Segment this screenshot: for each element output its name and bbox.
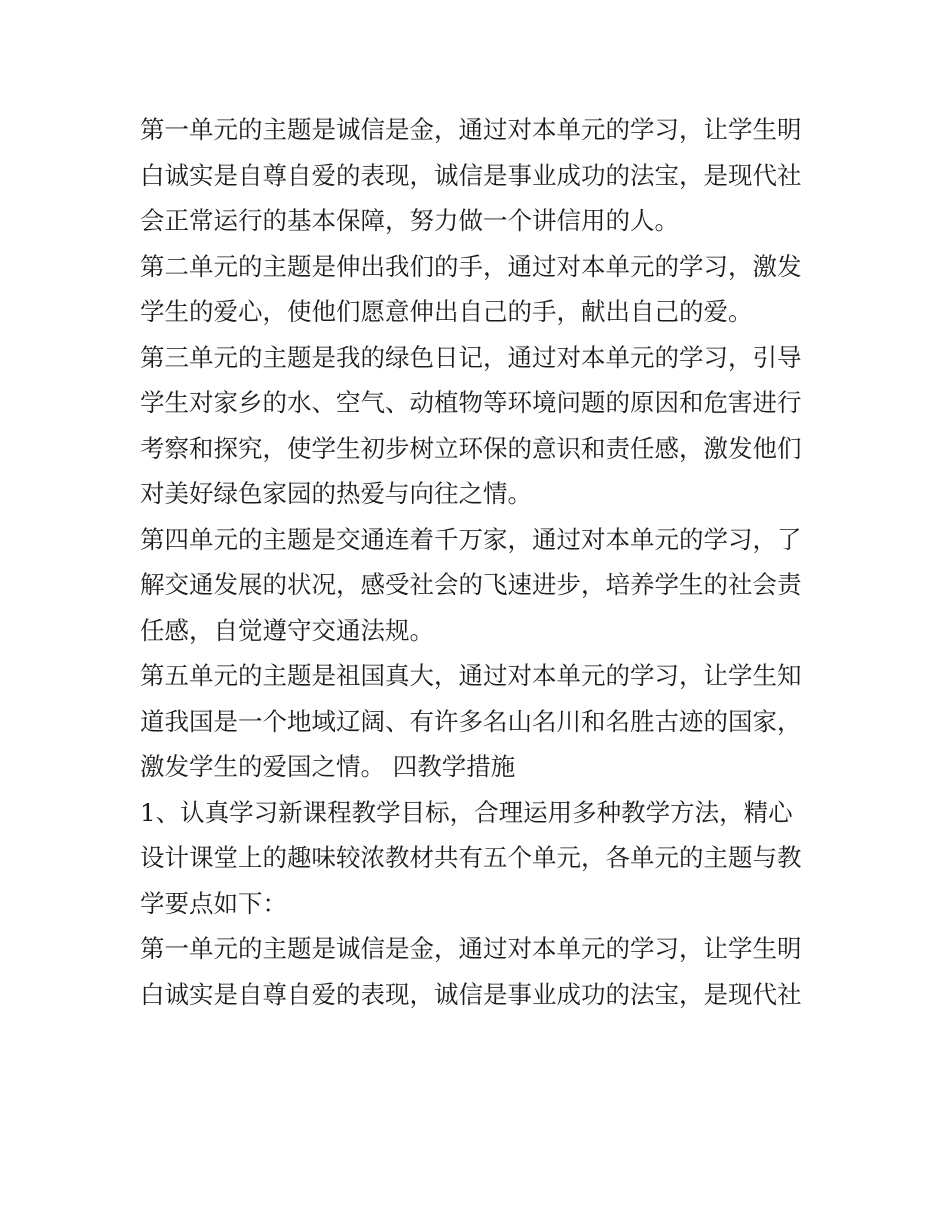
document-body [140,107,820,1017]
text-line: 任感，自觉遵守交通法规。 [140,615,434,645]
text-line: 设计课堂上的趣味较浓教材共有五个单元，各单元的主题与教 [140,843,802,872]
paragraph-unit-5 [140,653,820,790]
text-line: 会正常运行的基本保障，努力做一个讲信用的人。 [140,206,679,235]
text-line: 第二单元的主题是伸出我们的手，通过对本单元的学习，激发 [140,251,802,281]
text-line: 第一单元的主题是诚信是金，通过对本单元的学习，让学生明 [140,115,802,144]
text-line: 第五单元的主题是祖国真大，通过对本单元的学习，让学生知 [140,661,802,690]
paragraph-unit-3 [140,335,820,517]
paragraph-unit-1 [140,107,820,244]
text-line: 学要点如下： [140,888,287,918]
text-line: 白诚实是自尊自爱的表现，诚信是事业成功的法宝，是现代社 [140,160,802,190]
text-line: 学生对家乡的水、空气、动植物等环境问题的原因和危害进行 [140,388,802,417]
text-line: 解交通发展的状况，感受社会的飞速进步，培养学生的社会责 [140,570,802,599]
text-line: 第三单元的主题是我的绿色日记，通过对本单元的学习，引导 [140,342,802,372]
text-line: 学生的爱心，使他们愿意伸出自己的手，献出自己的爱。 [140,297,753,326]
text-line: 1、认真学习新课程教学目标，合理运用多种教学方法，精心 [140,797,793,827]
text-line: 第一单元的主题是诚信是金，通过对本单元的学习，让学生明 [140,934,802,963]
paragraph-teaching-measures [140,790,820,927]
paragraph-unit-4 [140,517,820,654]
text-line: 道我国是一个地域辽阔、有许多名山名川和名胜古迹的国家， [140,706,802,736]
text-line: 对美好绿色家园的热爱与向往之情。 [140,479,532,508]
paragraph-unit-2 [140,244,820,335]
text-line: 白诚实是自尊自爱的表现，诚信是事业成功的法宝，是现代社 [140,979,802,1009]
paragraph-unit-1-repeat [140,926,820,1017]
text-line: 激发学生的爱国之情。 四教学措施 [140,752,516,781]
text-line: 第四单元的主题是交通连着千万家，通过对本单元的学习，了 [140,524,802,554]
text-line: 考察和探究，使学生初步树立环保的意识和责任感，激发他们 [140,433,802,463]
